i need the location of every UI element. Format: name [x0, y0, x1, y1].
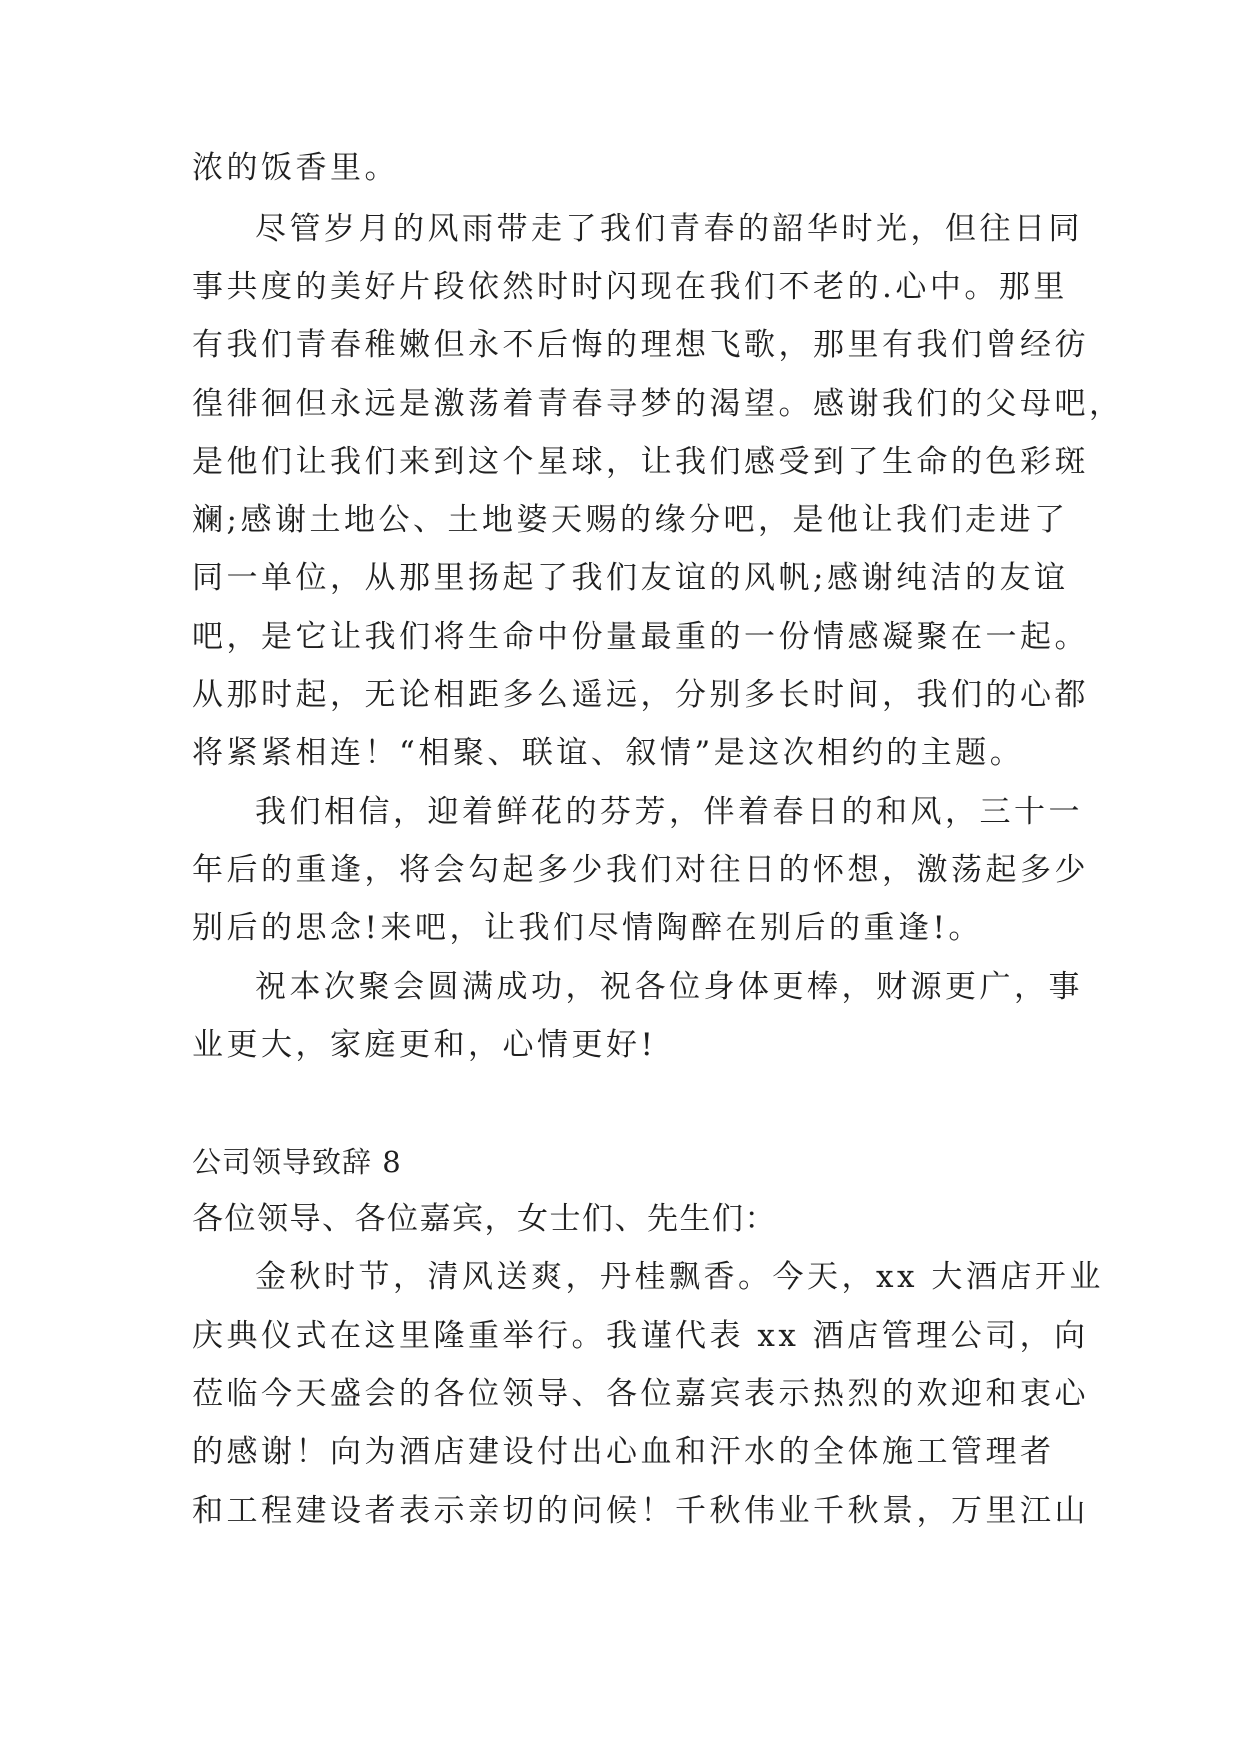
- salutation-line: 各位领导、各位嘉宾，女士们、先生们：: [192, 1201, 777, 1237]
- text-line: 斓;感谢土地公、土地婆天赐的缘分吧，是他让我们走进了: [192, 502, 1069, 538]
- text-line: 有我们青春稚嫩但永不后悔的理想飞歌，那里有我们曾经彷: [192, 327, 1089, 363]
- text-line: 的感谢！向为酒店建设付出心血和汗水的全体施工管理者: [192, 1434, 1055, 1470]
- text-line: 是他们让我们来到这个星球，让我们感受到了生命的色彩斑: [192, 444, 1089, 480]
- text-line: 莅临今天盛会的各位领导、各位嘉宾表示热烈的欢迎和衷心: [192, 1376, 1089, 1412]
- text-line: 将紧紧相连！“相聚、联谊、叙情”是这次相约的主题。: [192, 735, 1025, 771]
- paragraph-start-line: 尽管岁月的风雨带走了我们青春的韶华时光，但往日同: [255, 211, 1083, 247]
- text-line: 浓的饭香里。: [192, 150, 399, 186]
- text-line: 业更大，家庭更和，心情更好!: [192, 1027, 657, 1063]
- paragraph-start-line: 我们相信，迎着鲜花的芬芳，伴着春日的和风，三十一: [255, 794, 1083, 830]
- text-line: 同一单位，从那里扬起了我们友谊的风帆;感谢纯洁的友谊: [192, 560, 1069, 596]
- text-line: 事共度的美好片段依然时时闪现在我们不老的.心中。那里: [192, 269, 1068, 305]
- text-line: 和工程建设者表示亲切的问候！千秋伟业千秋景，万里江山: [192, 1493, 1089, 1529]
- text-line: 别后的思念!来吧，让我们尽情陶醉在别后的重逢!。: [192, 910, 983, 946]
- section-heading: 公司领导致辞 8: [192, 1145, 402, 1179]
- paragraph-start-line: 金秋时节，清风送爽，丹桂飘香。今天，xx 大酒店开业: [255, 1259, 1104, 1295]
- text-line: 从那时起，无论相距多么遥远，分别多长时间，我们的心都: [192, 677, 1089, 713]
- text-line: 庆典仪式在这里隆重举行。我谨代表 xx 酒店管理公司，向: [192, 1318, 1089, 1354]
- paragraph-start-line: 祝本次聚会圆满成功，祝各位身体更棒，财源更广，事: [255, 969, 1083, 1005]
- text-line: 年后的重逢，将会勾起多少我们对往日的怀想，激荡起多少: [192, 852, 1089, 888]
- text-line: 徨徘徊但永远是激荡着青春寻梦的渴望。感谢我们的父母吧，: [192, 386, 1124, 422]
- text-line: 吧，是它让我们将生命中份量最重的一份情感凝聚在一起。: [192, 619, 1089, 655]
